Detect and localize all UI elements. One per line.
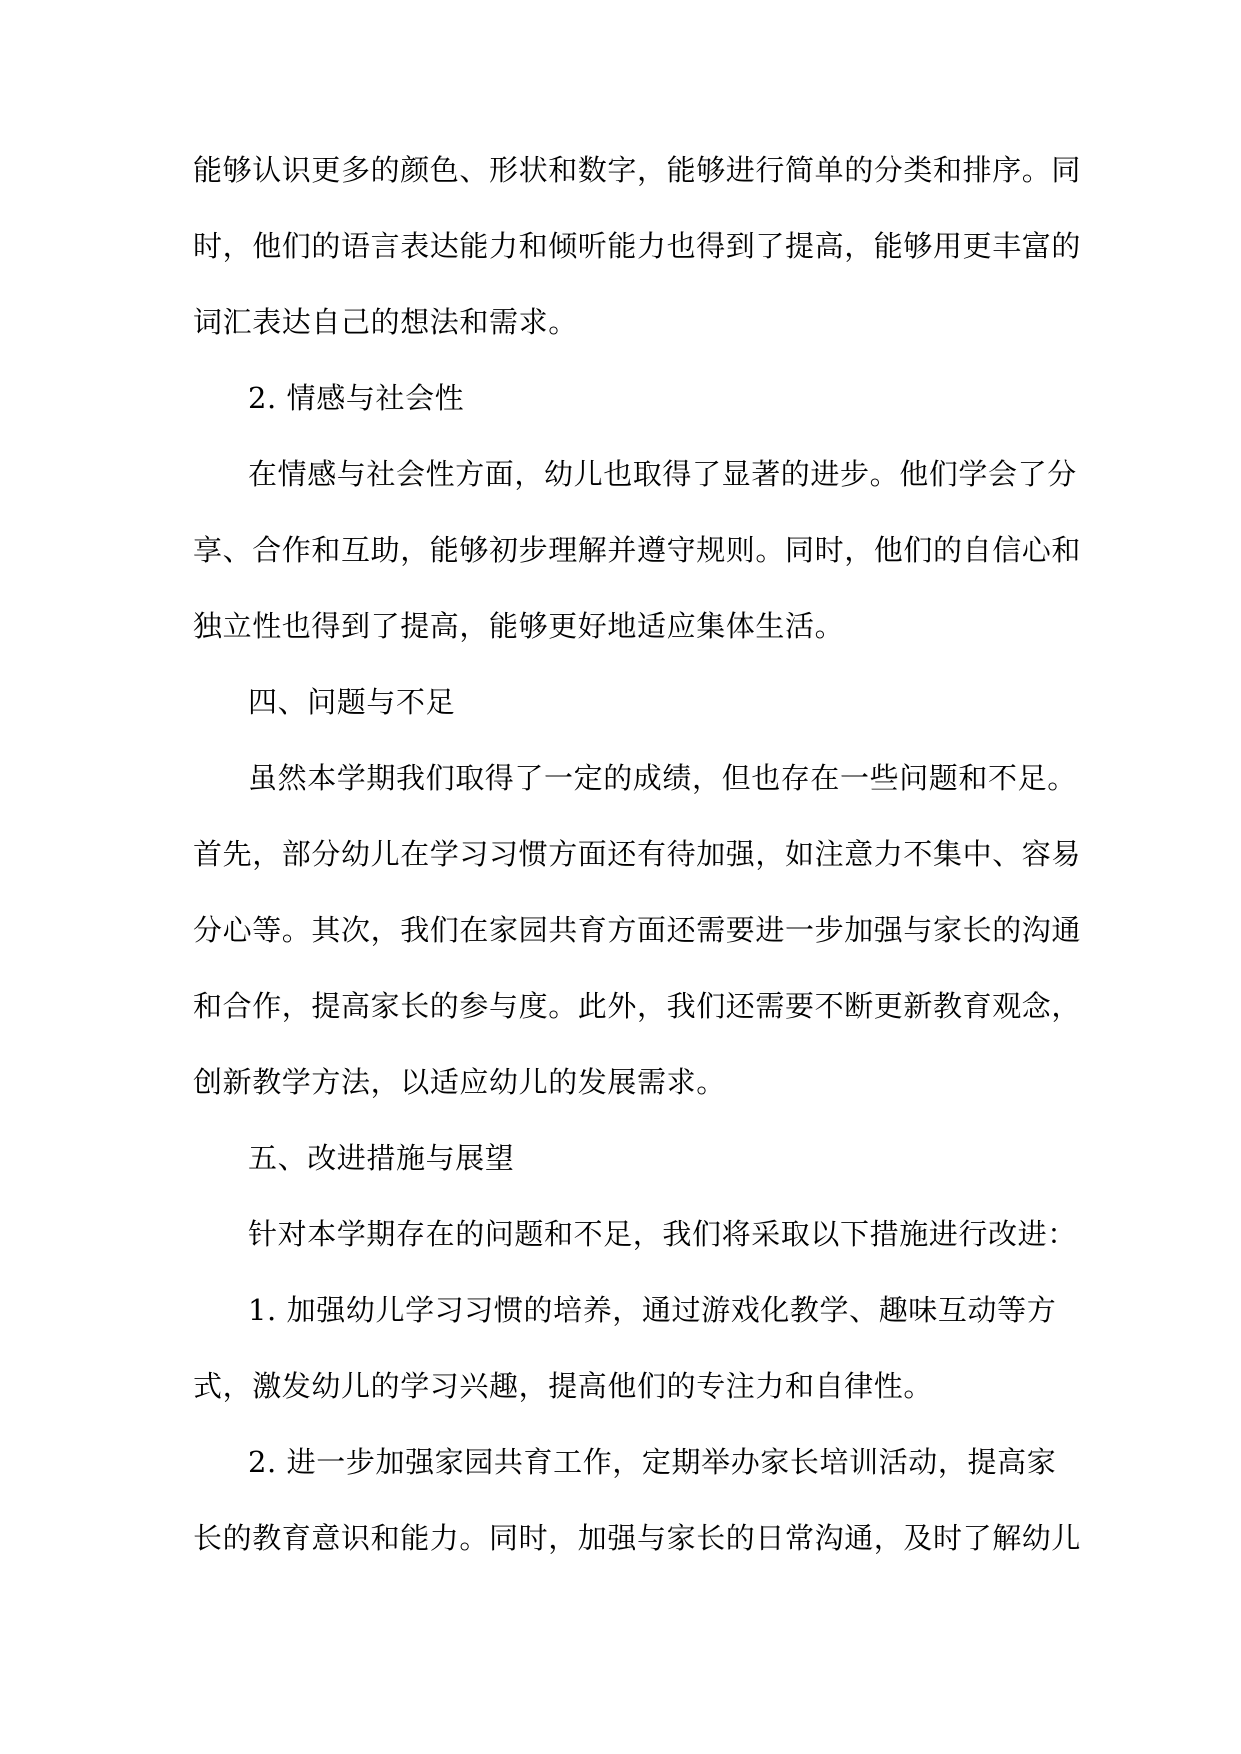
body-text-line: 分心等。其次，我们在家园共育方面还需要进一步加强与家长的沟通 — [193, 913, 1082, 947]
section-heading: 四、问题与不足 — [248, 685, 456, 719]
body-text-line: 享、合作和互助，能够初步理解并遵守规则。同时，他们的自信心和 — [193, 533, 1082, 567]
list-item-line: 式，激发幼儿的学习兴趣，提高他们的专注力和自律性。 — [193, 1369, 934, 1403]
body-text-line: 词汇表达自己的想法和需求。 — [193, 305, 578, 339]
body-text-line: 在情感与社会性方面，幼儿也取得了显著的进步。他们学会了分 — [248, 457, 1077, 491]
body-text-line: 和合作，提高家长的参与度。此外，我们还需要不断更新教育观念， — [193, 989, 1082, 1023]
body-text-line: 时，他们的语言表达能力和倾听能力也得到了提高，能够用更丰富的 — [193, 229, 1082, 263]
body-text-line: 首先，部分幼儿在学习习惯方面还有待加强，如注意力不集中、容易 — [193, 837, 1082, 871]
list-item-line: 1. 加强幼儿学习习惯的培养，通过游戏化教学、趣味互动等方 — [248, 1293, 1057, 1327]
body-text-line: 能够认识更多的颜色、形状和数字，能够进行简单的分类和排序。同 — [193, 153, 1082, 187]
body-text-line: 针对本学期存在的问题和不足，我们将采取以下措施进行改进： — [248, 1217, 1077, 1251]
body-text-line: 虽然本学期我们取得了一定的成绩，但也存在一些问题和不足。 — [248, 761, 1077, 795]
section-heading: 五、改进措施与展望 — [248, 1141, 515, 1175]
list-item-line: 2. 进一步加强家园共育工作，定期举办家长培训活动，提高家 — [248, 1445, 1057, 1479]
list-item-line: 长的教育意识和能力。同时，加强与家长的日常沟通，及时了解幼儿 — [193, 1521, 1082, 1555]
body-text-line: 独立性也得到了提高，能够更好地适应集体生活。 — [193, 609, 845, 643]
body-text-line: 创新教学方法，以适应幼儿的发展需求。 — [193, 1065, 726, 1099]
subsection-heading: 2. 情感与社会性 — [248, 381, 465, 415]
